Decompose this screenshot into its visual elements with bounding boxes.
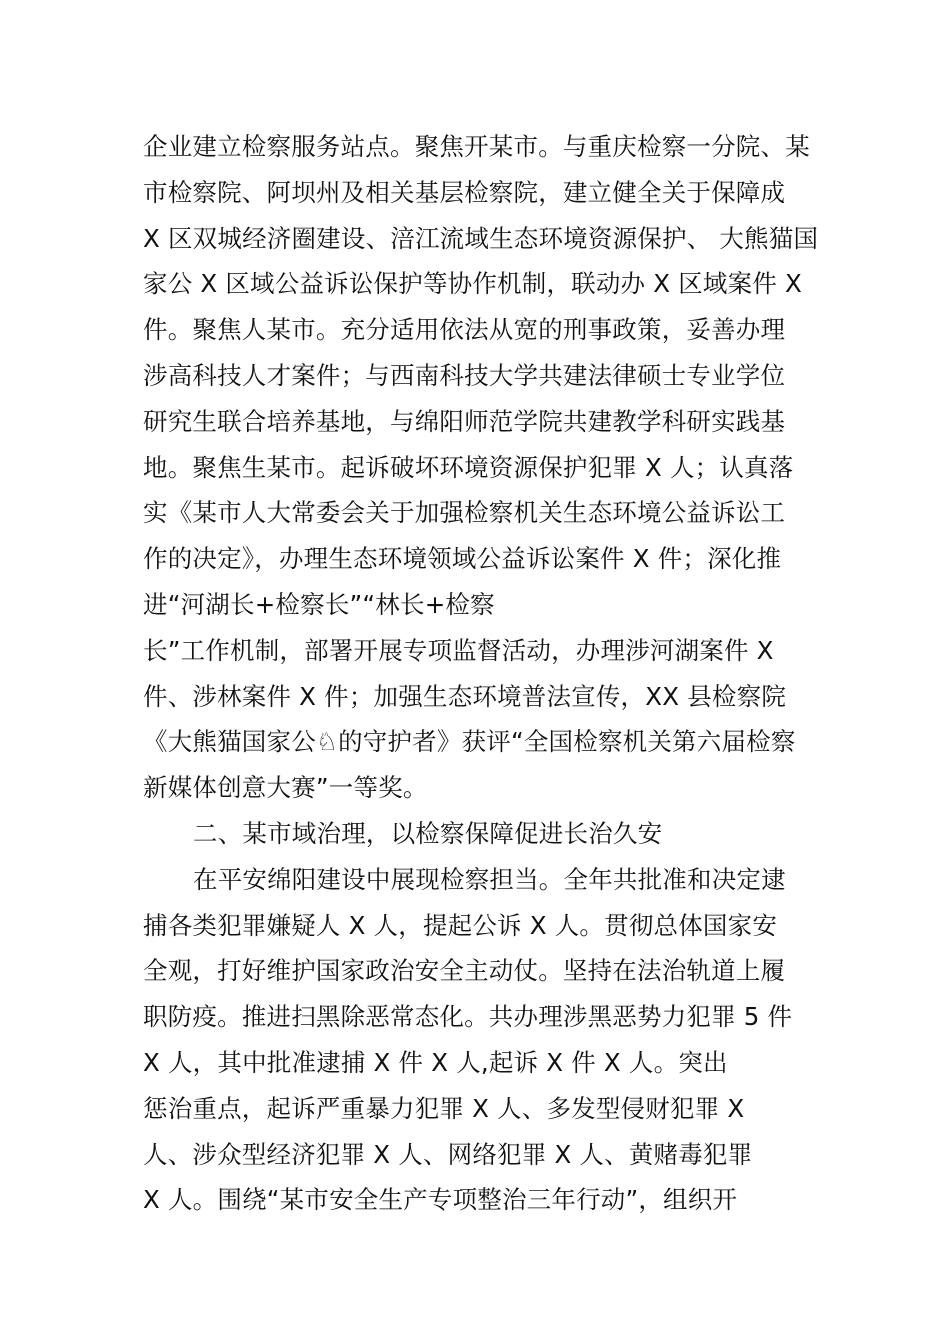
text-line: 研究生联合培养基地，与绵阳师范学院共建教学科研实践基 bbox=[143, 406, 786, 436]
text-line: 人、涉众型经济犯罪 X 人、网络犯罪 X 人、黄赌毒犯罪 bbox=[143, 1139, 753, 1169]
text-line: X 区双城经济圈建设、涪江流域生态环境资源保护、 大熊猫国 bbox=[143, 223, 819, 253]
text-line: 全观，打好维护国家政治安全主动仗。坚持在法治轨道上履 bbox=[143, 956, 786, 986]
text-line: 件。聚焦人某市。充分适用依法从宽的刑事政策，妥善办理 bbox=[143, 315, 786, 345]
text-line: 地。聚焦生某市。起诉破坏环境资源保护犯罪 X 人；认真落 bbox=[143, 452, 794, 482]
text-line: 长”工作机制，部署开展专项监督活动，办理涉河湖案件 X bbox=[143, 635, 774, 665]
text-line: 《大熊猫国家公♘的守护者》获评“全国检察机关第六届检察 bbox=[143, 727, 796, 757]
text-line: 惩治重点，起诉严重暴力犯罪 X 人、多发型侵财犯罪 X bbox=[143, 1093, 745, 1123]
text-line: 新媒体创意大赛”一等奖。 bbox=[143, 773, 428, 803]
text-line: 实《某市人大常委会关于加强检察机关生态环境公益诉讼工 bbox=[143, 498, 786, 528]
text-line: 家公 X 区域公益诉讼保护等协作机制，联动办 X 区域案件 X bbox=[143, 269, 802, 299]
text-line: X 人。围绕“某市安全生产专项整治三年行动”，组织开 bbox=[143, 1185, 738, 1215]
paragraph-first-line: 在平安绵阳建设中展现检察担当。全年共批准和决定逮 bbox=[193, 864, 786, 894]
text-line: X 人，其中批准逮捕 X 件 X 人,起诉 X 件 X 人。突出 bbox=[143, 1047, 728, 1077]
text-line: 作的决定》，办理生态环境领域公益诉讼案件 X 件；深化推 bbox=[143, 544, 782, 574]
text-line: 件、涉林案件 X 件；加强生态环境普法宣传，XX 县检察院 bbox=[143, 681, 787, 711]
section-heading: 二、某市域治理，以检察保障促进长治久安 bbox=[193, 818, 663, 848]
text-line: 职防疫。推进扫黑除恶常态化。共办理涉黑恶势力犯罪 5 件 bbox=[143, 1002, 793, 1032]
text-line: 进“河湖长+检察长”“林长+检察 bbox=[143, 589, 495, 619]
text-line: 企业建立检察服务站点。聚焦开某市。与重庆检察一分院、某 bbox=[143, 132, 810, 161]
text-line: 涉高科技人才案件；与西南科技大学共建法律硕士专业学位 bbox=[143, 360, 786, 390]
text-line: 市检察院、阿坝州及相关基层检察院，建立健全关于保障成 bbox=[143, 177, 786, 207]
body-text bbox=[143, 124, 823, 1223]
text-line: 捕各类犯罪嫌疑人 X 人，提起公诉 X 人。贯彻总体国家安 bbox=[143, 910, 778, 940]
